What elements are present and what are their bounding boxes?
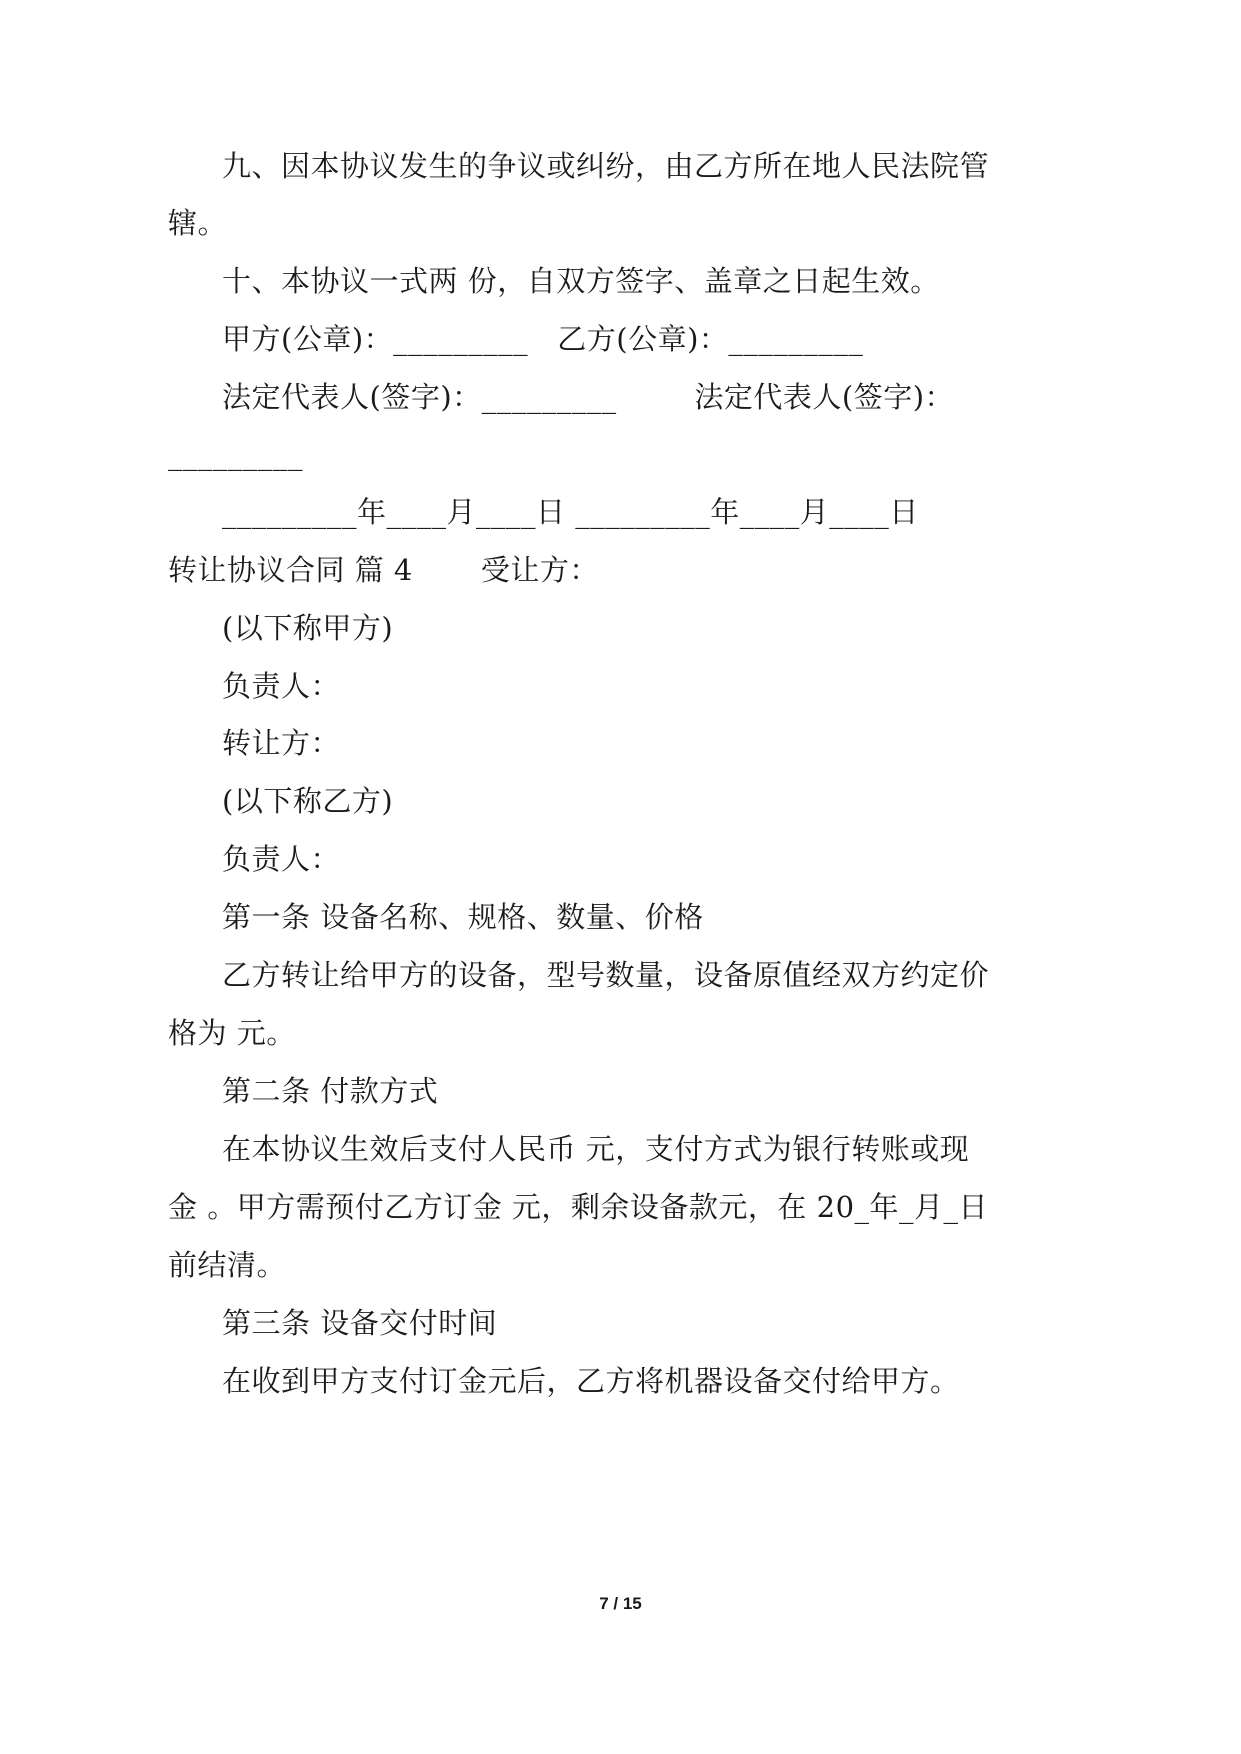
text-line: 甲方(公章)：_________ 乙方(公章)：_________ <box>222 322 864 356</box>
text-line: 第二条 付款方式 <box>222 1074 439 1108</box>
text-line: 转让方： <box>222 726 341 760</box>
text-line: 十、本协议一式两 份，自双方签字、盖章之日起生效。 <box>222 264 940 298</box>
page-number: 7 / 15 <box>599 1594 642 1613</box>
text-line: _________ <box>168 437 303 471</box>
text-line: 前结清。 <box>168 1248 287 1282</box>
text-line: 九、因本协议发生的争议或纠纷，由乙方所在地人民法院管 <box>222 149 990 183</box>
text-line: 负责人： <box>222 842 341 876</box>
text-line: 格为 元。 <box>168 1016 296 1050</box>
text-line: _________年____月____日 _________年____月____日 <box>222 495 919 529</box>
text-line: 第一条 设备名称、规格、数量、价格 <box>222 900 704 934</box>
text-line: 辖。 <box>168 206 228 240</box>
text-line: 转让协议合同 篇 4 受让方： <box>168 553 599 587</box>
text-line: 在收到甲方支付订金元后，乙方将机器设备交付给甲方。 <box>222 1364 960 1398</box>
text-line: 负责人： <box>222 669 341 703</box>
text-line: 乙方转让给甲方的设备，型号数量，设备原值经双方约定价 <box>222 958 990 992</box>
text-line: 在本协议生效后支付人民币 元，支付方式为银行转账或现 <box>222 1132 970 1166</box>
text-line: 第三条 设备交付时间 <box>222 1306 498 1340</box>
text-line: 法定代表人(签字)：_________ 法定代表人(签字)： <box>222 380 955 414</box>
text-line: 金 。甲方需预付乙方订金 元，剩余设备款元，在 20_年_月_日 <box>168 1190 989 1224</box>
text-line: (以下称乙方) <box>222 784 394 818</box>
text-line: (以下称甲方) <box>222 611 394 645</box>
